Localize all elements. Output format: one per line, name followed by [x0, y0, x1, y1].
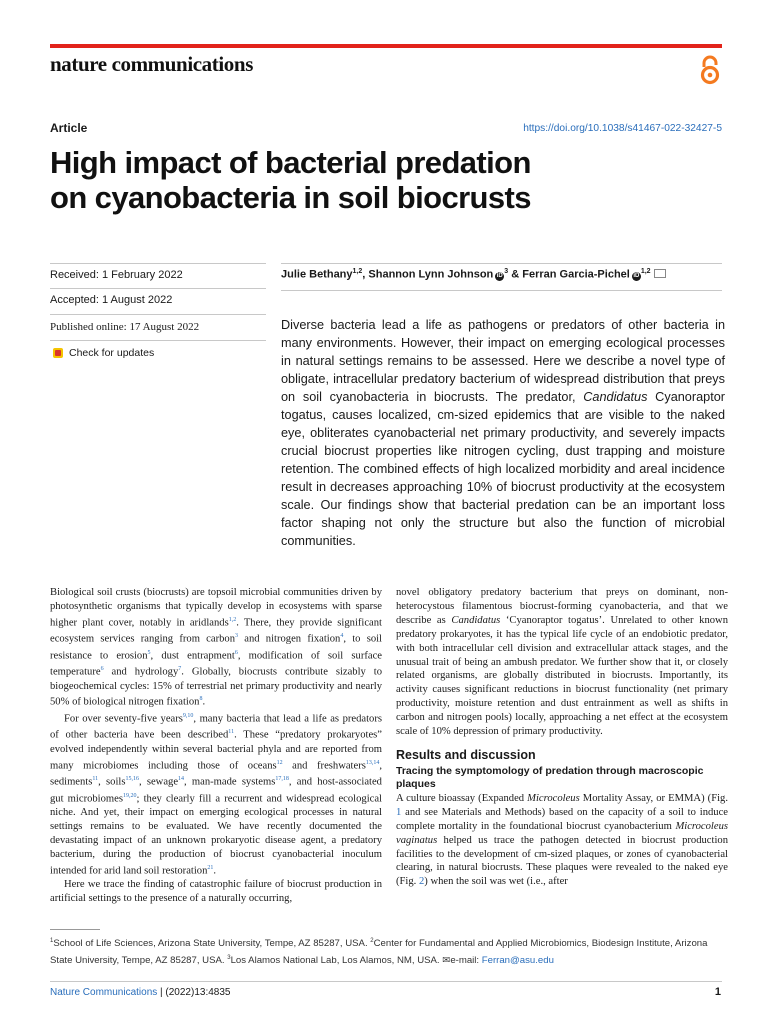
body-column-right [396, 586, 728, 889]
author-affiliation: 1,2 [640, 268, 651, 275]
reference-citation[interactable]: 8 [199, 696, 203, 703]
open-access-icon [698, 54, 722, 86]
accepted-date: Accepted: 1 August 2022 [50, 294, 173, 306]
reference-citation[interactable]: 12 [276, 759, 283, 766]
body-paragraph: novel obligatory predatory bacterium that preys on dominant, non-heterocystous filamentous biocrust-forming cyanobacteria, and that we describe as Candidatus ‘Cyanoraptor togatus’. Unrelated to other known predatory prokaryotes, it has the typical life cycle of an endobiotic predator, with both intracellular cell division and extracellular attack stages, and the unusual trait of being an ambush predator. We further show that it, or closely related organisms, are globally distributed in biocrusts. Importantly, its activity causes significant reductions in biocrust functionality (net primary productivity, moisture retention and dust entrainment as well as shifts in carbon and nitrogen pools) locally, approaching a net effect at the ecosystem scale of 10% depression of primary productivity. [396, 587, 728, 738]
affiliations-footnote: $^1$School of Life Sciences, Arizona State University, Tempe, AZ 85287, USA. $^2$Center for Fundamental and Applied Microbiomics, Biodesign Institute, Arizona State University, Tempe, AZ 85287, USA. $^3$Los Alamos National Lab, Los Alamos, NM, USA. ✉e-mail: Ferran@asu.edu [50, 938, 708, 967]
reference-citation[interactable]: 15,16 [125, 776, 139, 783]
reference-citation[interactable]: 17,18 [275, 776, 289, 783]
page-number: 1 [714, 986, 721, 998]
author-name[interactable]: Shannon Lynn Johnson [368, 268, 494, 281]
email-icon[interactable] [654, 269, 666, 278]
meta-divider [50, 288, 266, 289]
meta-divider-top [50, 263, 266, 264]
reference-citation[interactable]: 14 [178, 776, 185, 783]
figure-reference-link[interactable]: 1 [396, 806, 402, 818]
email-link[interactable]: Ferran@asu.edu [481, 955, 554, 967]
figure-reference-link[interactable]: 2 [418, 876, 425, 888]
reference-citation[interactable]: 7 [178, 666, 182, 673]
reference-citation[interactable]: 6 [100, 666, 104, 673]
author-affiliation: 3 [504, 268, 509, 275]
section-heading: Results and discussion [396, 747, 536, 762]
reference-citation[interactable]: 5 [147, 649, 151, 656]
check-updates-label: Check for updates [69, 347, 155, 359]
journal-name: nature communications [50, 52, 253, 76]
paper-title [50, 145, 730, 215]
published-date: Published online: 17 August 2022 [50, 321, 200, 333]
reference-citation[interactable]: 13,14 [365, 759, 380, 766]
reference-citation[interactable]: 19,20 [123, 792, 137, 799]
title-line-1: High impact of bacterial predation [50, 145, 531, 180]
meta-divider [50, 340, 266, 341]
reference-citation[interactable]: 4 [340, 633, 344, 640]
body-paragraph: Biological soil crusts (biocrusts) are topsoil microbial communities driven by photosynthetic organisms that typically develop in ecosystems with sparse higher plant cover, notably in aridlands$^{1,2}$. There, they provide significant ecosystem services ranging from carbon$^3$ and nitrogen fixation$^4$, to soil resistance to erosion$^5$, dust entrapment$^6$, modification of soil surface temperature$^6$ and hydrology$^7$. Globally, biocrusts contribute sizably to biogeochemical cycles: 15% of terrestrial net primary productivity and nearly 50% of biological nitrogen fixation$^8$. [50, 587, 383, 708]
reference-citation[interactable]: 9,10 [182, 712, 194, 719]
email-icon: ✉ [442, 955, 451, 967]
footer-divider [50, 981, 722, 982]
reference-citation[interactable]: 21 [207, 864, 214, 871]
orcid-icon[interactable]: iD [633, 272, 640, 279]
subsection-heading: Tracing the symptomology of predation through macroscopic plaques [396, 764, 704, 790]
authors-divider-top [281, 263, 722, 264]
footnote-divider [50, 929, 100, 930]
footer-citation: Nature Communications | (2022)13:4835 [50, 987, 231, 998]
article-type-label: Article [50, 121, 88, 135]
reference-citation[interactable]: 3 [235, 633, 239, 640]
reference-citation[interactable]: 6 [234, 649, 238, 656]
doi-link[interactable]: https://doi.org/10.1038/s41467-022-32427-5 [523, 123, 722, 134]
received-date: Received: 1 February 2022 [50, 269, 183, 281]
body-paragraph: For over seventy-five years$^{9,10}$, many bacteria that lead a life as predators of other bacteria have been described$^{11}$. These “predatory prokaryotes” evolved independently within several bacterial phyla and are reported from many microbiomes including those of oceans$^{12}$ and freshwaters$^{13,14}$, sediments$^{11}$, soils$^{15,16}$, sewage$^{14}$, man-made systems$^{17,18}$, and host-associated gut microbiomes$^{19,20}$; they clearly fill a recurrent and widespread ecological niche. And yet, their impact on emerging ecological processes in natural settings remains to be evaluated. We have recently documented the devastating impact of an unknown prokaryotic disease agent, a predatory bacterium, during the production of biocrust cyanobacterial inoculum intended for arid land soil restoration$^{21}$. [50, 712, 382, 877]
body-paragraph: Here we trace the finding of catastrophic failure of biocrust production in artificial settings to the presence of a naturally occurring, [50, 879, 382, 904]
footer-journal-link[interactable]: Nature Communications [50, 987, 158, 998]
check-updates-icon [52, 347, 64, 359]
author-name[interactable]: Julie Bethany [281, 268, 353, 281]
orcid-icon[interactable]: iD [496, 272, 503, 279]
reference-citation[interactable]: 1,2 [228, 616, 237, 623]
author-affiliation: 1,2 [352, 268, 363, 275]
body-column-left [50, 586, 382, 906]
author-name[interactable]: Ferran Garcia-Pichel [522, 268, 630, 281]
authors-divider [281, 290, 722, 291]
check-for-updates-button[interactable] [52, 347, 154, 359]
abstract: Diverse bacteria lead a life as pathogens or predators of other bacteria in many environments. However, their impact on emerging ecological processes in natural settings remains to be assessed. Here we describe a novel type of obligate, intracellular predatory bacterium of widespread distribution that preys on soil cyanobacteria in biocrusts. The predator, Candidatus Cyanoraptor togatus, causes localized, cm-sized epidemics that are visible to the naked eye, obliterates cyanobacterial net primary productivity, and severely impacts crucial biocrust properties like nitrogen cycling, dust trapping and moisture retention. The combined effects of high localized morbidity and areal incidence result in decreases approaching 10% of biocrust productivity at the ecosystem scale. Our findings show that bacterial predation can be an important loss factor shaping not only the structure but also the function of microbial communities. [281, 318, 726, 548]
title-line-2: on cyanobacteria in soil biocrusts [50, 180, 531, 215]
reference-citation[interactable]: 11 [92, 776, 99, 783]
reference-citation[interactable]: 11 [228, 729, 235, 736]
body-paragraph: A culture bioassay (Expanded Microcoleus Mortality Assay, or EMMA) (Fig. 1 and see Materials and Methods) based on the capacity of a soil to induce complete mortality in the foundational biocrust cyanobacterium Microcoleus vaginatus helped us trace the pathogen detected in biocrust production facilities to the development of cm-sized plaques, or zones of cyanobacterial clearing, in natural biocrusts. These plaques were revealed to the naked eye (Fig. 2) when the soil was wet (i.e., after [396, 792, 728, 888]
journal-accent-bar [50, 44, 722, 48]
author-list: Julie Bethany$^{1,2}$, Shannon Lynn Johnson $iD^3$ & Ferran Garcia-Pichel iD$^{1,2}$ [281, 268, 721, 281]
meta-divider [50, 314, 266, 315]
